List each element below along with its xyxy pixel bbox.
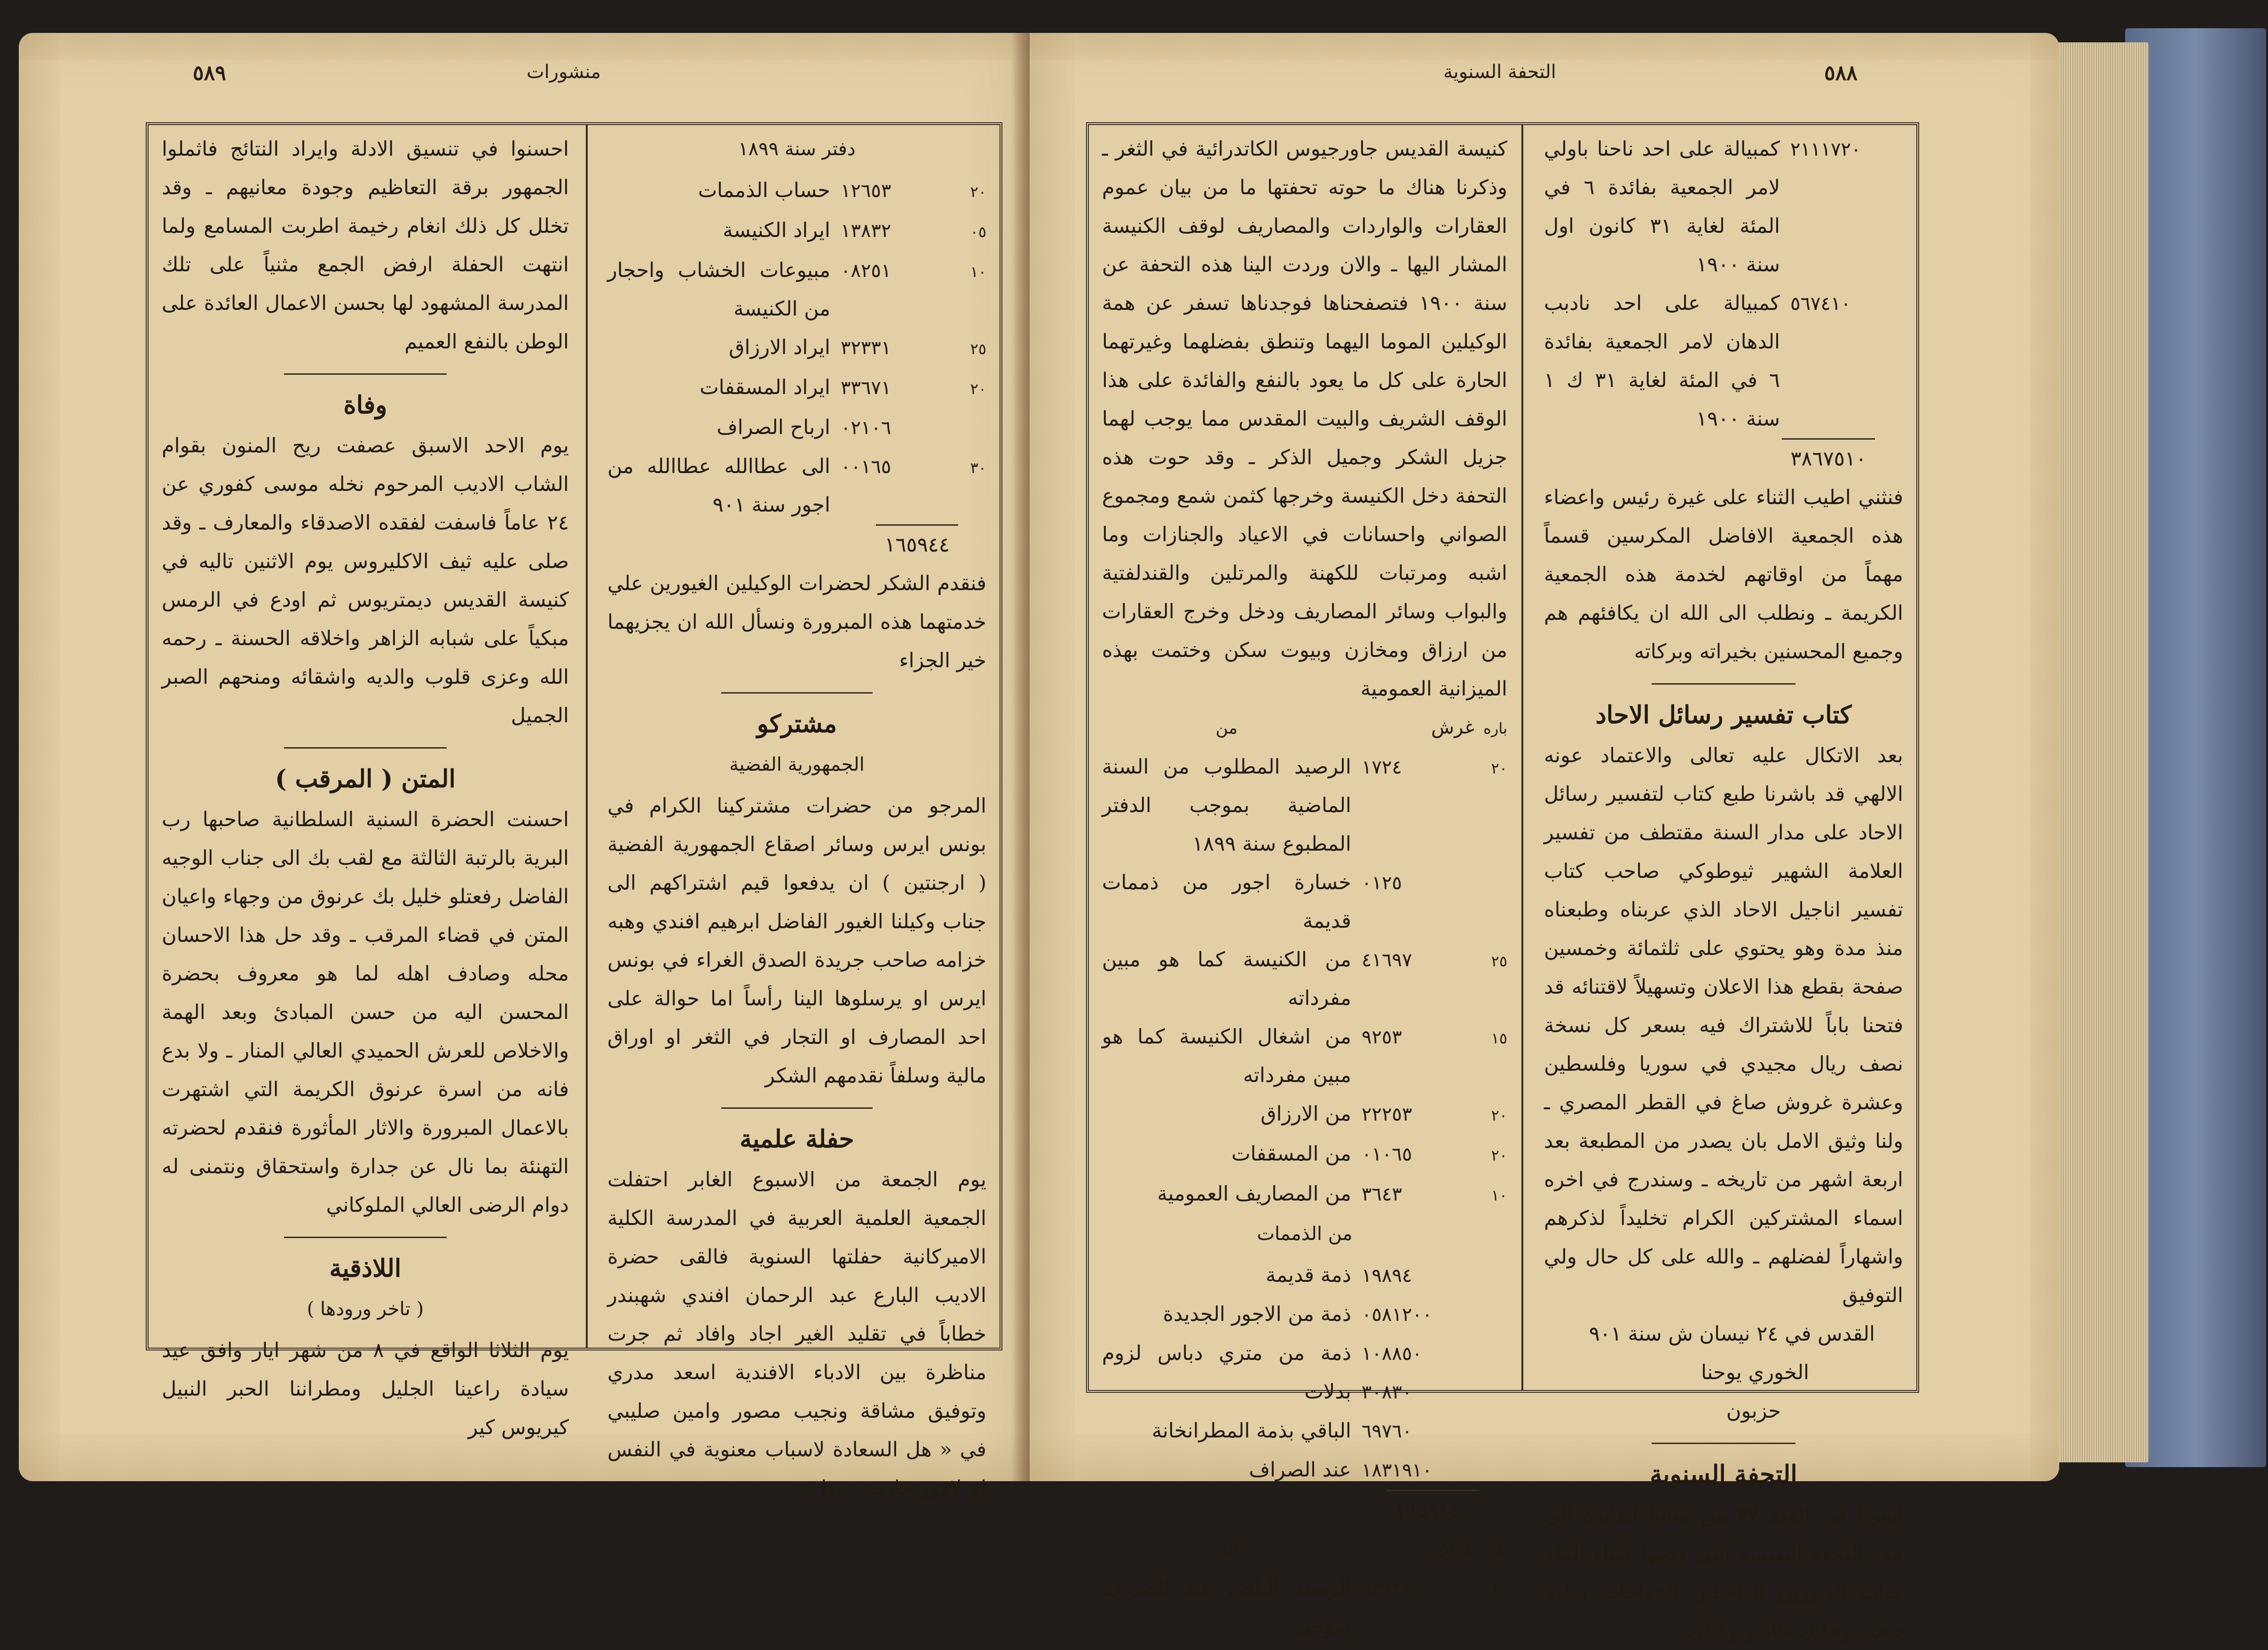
latakia-body: يوم الثلاثا الواقع في ٨ من شهر ايار وافق عيد سيادة راعينا الجليل ومطراننا الحبر النبيل كيريوس كير (162, 1339, 569, 1439)
book-place-date: القدس في ٢٤ نيسان ش سنة ٩٠١ (1589, 1322, 1875, 1346)
section-divider (721, 1107, 873, 1109)
section-divider (721, 692, 873, 694)
latakia-subtitle: ( تاخر ورودها ) (307, 1298, 424, 1320)
academic-title: حفلة علمية (740, 1125, 854, 1153)
book-signature-line2: حزبون (1726, 1399, 1781, 1423)
table-row: ٠٥٨١٢٠٠ ذمة من الاجور الجديدة (1163, 1303, 1433, 1326)
table-row: ٢٠ ٠١٠٦٥ من المسقفات (1231, 1142, 1507, 1166)
section-divider (284, 747, 447, 749)
obituary-body: يوم الاحد الاسبق عصفت ريح المنون بقوام الشاب الاديب المرحوم نخله موسى كفوري عن ٢٤ عاماً فاسفت لفقده الاصدقاء والمعارف ـ وقد صلى عليه ثيف الاكليروس يوم الاثنين تاليه في كنيسة القديس ديمتريوس ثم اودع في الرمس مبكياً على شبابه الزاهر واخلاقه الحسنة ـ رحمه الله وعزى قلوب والديه واشقائه ومنحهم الصبر الجميل (162, 434, 569, 727)
table-row: ٠٢١٠٦ ارباح الصراف (717, 416, 891, 439)
annual-gift-body: اشرنا في العدد ٣٧ من سنتنا الغابرة الى هذه التحفة النفيسة التي قدمها لابناء الملة جناب الغيورين الفاضلين الخواجات سليم صعب وخليل طاسو وكيلي (1544, 1503, 1903, 1642)
table-row: ٣٠ ٠٠١٦٥ الى عطاالله عطاالله من اجور سنة ٩٠١ (607, 455, 986, 517)
matn-title: المتن ( المرقب ) (275, 765, 456, 793)
table-row: ٠١٢٥ خسارة اجور من ذممات قديمة (1102, 871, 1402, 933)
table-row: ٠٥ ١٣٨٣٢ ايراد الكنيسة (723, 219, 986, 242)
book-body: بعد الاتكال عليه تعالى والاعتماد عونه الالهي قد باشرنا طبع كتاب لتفسير رسائل الاحاد على مدار السنة مقتطف من تفسير العلامة الشهير ثيوطوكي صاحب كتاب تفسير اناجيل الاحاد الذي عربناه وطبعناه منذ مدة وهو يحتوي على ثلثمائة وخمسين صفحة بقطع هذا الاعلان وتسهيلاً لاقتنائه قد فتحنا باباً للاشتراك فيه بسعر كل نسخة نصف ريال مجيدي في سوريا وفلسطين وعشرة غروش صاغ في القطر المصري ـ ولنا وثيق الامل بان يصدر من المطبعة بعد اربعة اشهر من تاريخه ـ وسندرج في اخره اسماء المشتركين الكرام تخليداً لذكرهم واشهاراً لفضلهم ـ والله على كل حال ولي التوفيق (1544, 744, 1903, 1307)
matn-body: احسنت الحضرة السنية السلطانية صاحبها رب البرية بالرتبة الثالثة مع لقب بك الى جناب الوجيه الفاضل رفعتلو خليل بك عرنوق من وجهاء واعيان المتن في قضاء المرقب ـ وقد حل هذا الاحسان محله وصادف اهله لما هو معروف بحضرة المحسن اليه من حسن المبادئ وبعد الهمة والاخلاص للعرش الحميدي العالي المنار ـ ولا بدع فانه من اسرة عرنوق الكريمة التي اشتهرت بالاعمال المبرورة والاثار المأثورة فنقدم لحضرته التهنئة بما نال عن جدارة واستحقاق ونتمنى له دوام الرضى العالي الملوكاني (162, 808, 569, 1217)
table-row: ١٠٨٨٥٠ ٣٠٨٣٠ ذمة من متري دباس لزوم بدلات (1102, 1342, 1422, 1404)
book-title: كتاب تفسير رسائل الاحاد (1595, 701, 1852, 729)
table-row: ٢٠ ٣٣٦٧١ ايراد المسقفات (700, 376, 986, 399)
column-divider (586, 125, 588, 1348)
subscribers-body: المرجو من حضرات مشتركينا الكرام في بونس ايرس وسائر اصقاع الجمهورية الفضية ( ارجنتين ) ان يدفعوا قيم اشتراكهم الى جناب وكيلنا الغيور الفاضل ابرهيم افندي وهبه خزامه صاحب جريدة الصدق الغراء في بونس ايرس او يرسلوها الينا رأساً اما حوالة على احد المصارف او التجار في الثغر او اوراق مالية وسلفاً نقدمهم الشكر (607, 794, 986, 1088)
section-divider (1652, 1443, 1796, 1444)
running-head: التحفة السنوية (1443, 61, 1556, 83)
table-row: ١٠ ٠٨٢٥١ مبيوعات الخشاب واحجار من الكنيسة (607, 259, 986, 321)
left-text-frame (146, 122, 1002, 1500)
table-row: ١٠ ٦٢٩٣٣ الرصيد الباقي عند الصراف بموجب (1102, 1577, 1507, 1639)
accounts-table (607, 171, 986, 564)
table-row: ١٥ ٩٢٥٣ من اشغال الكنيسة كما هو مبين مفرداته (1102, 1025, 1507, 1087)
praise-paragraph: فنثني اطيب الثناء على غيرة رئيس واعضاء هذه الجمعية الافاضل المكرسين قسماً مهماً من اوقاتهم لخدمة هذه الجمعية الكريمة ـ ونطلب الى الله ان يكافئهم هم وجميع المحسنين بخيراته وبركاته (1544, 486, 1903, 663)
table-row: ١٠ ٣٦٤٣ من المصاريف العمومية (1157, 1182, 1507, 1206)
table-header: باره غرش الى (1214, 1538, 1507, 1560)
running-head: منشورات (527, 61, 601, 83)
right-page (1030, 33, 2059, 1642)
table-row: ١٨٣١٩١٠ عند الصراف (1249, 1458, 1433, 1482)
table-row: ٢٥ ٤١٦٩٧ من الكنيسة كما هو مبين مفرداته (1102, 948, 1507, 1010)
page-number: ٥٨٨ (1824, 61, 1858, 85)
accounts-title: دفتر سنة ١٨٩٩ (738, 138, 856, 160)
academic-body: يوم الجمعة من الاسبوع الغابر احتفلت الجمعية العلمية العربية في المدرسة الكلية الاميركانية حفلتها السنوية فالقى حضرة الاديب البارع عبد الرحمان افندي شهبندر خطاباً في تقليد الغير اجاد وافاد ثم جرت مناظرة بين الادباء الافندية اسعد مدري وتوفيق مشاقة ونجيب مصور وامين صليبي في « هل السعادة لاسباب معنوية في النفس ام لامور خارجة عنها » (607, 1168, 986, 1500)
dhimmat-title: من الذممات (1257, 1223, 1353, 1245)
book-signature: الخوري يوحنا (1701, 1361, 1809, 1384)
right-page-column-left (1089, 125, 1520, 1639)
table-row: ٢٠ ١٧٢٤ الرصيد المطلوب من السنة الماضية بموجب الدفتر المطبوع سنة ١٨٩٩ (1102, 755, 1507, 856)
loan-row: ٥٦٧٤١٠ كمبيالة على احد نادبب الدهان لامر الجمعية بفائدة ٦ في المئة لغاية ٣١ ك ١ سنة ١٩٠٠ (1544, 292, 1851, 431)
right-text-frame (1086, 122, 1919, 1642)
table-header: باره غرش من (1215, 717, 1507, 738)
obituary-title: وفاة (343, 391, 387, 419)
section-divider (284, 1237, 447, 1238)
section-divider (284, 373, 447, 375)
accounts-total: ١٦٥٩٤٤ (607, 524, 986, 564)
loans-total: ٣٨٦٧٥١٠ (1544, 438, 1903, 478)
table-row: ١٩٨٩٤ ذمة قديمة (1266, 1263, 1412, 1287)
left-page-column-right (594, 125, 1000, 1500)
table-row: ٢٥ ٣٢٣٣١ ايراد الارزاق (729, 336, 986, 359)
column-divider (1521, 125, 1523, 1390)
left-page-column-left (149, 125, 582, 1439)
annual-gift-title: التحفة السنوية (1650, 1460, 1797, 1489)
subscribers-title: مشتركو (756, 710, 837, 738)
accounts-note: فنقدم الشكر لحضرات الوكيلين الغيورين علي خدمتهما هذه المبرورة ونسأل الله ان يجزيهما خير الجزاء (607, 572, 986, 672)
latakia-title: اللاذقية (329, 1254, 402, 1283)
table-row: ٢٠ ٢٢٢٥٣ من الارزاق (1260, 1102, 1507, 1126)
left-page (19, 33, 1030, 1500)
page-number: ٥٨٩ (193, 61, 226, 85)
table-row: ٢٠ ١٢٦٥٣ حساب الذممات (698, 179, 986, 202)
academic-continuation: احسنوا في تنسيق الادلة وايراد النتائج فاثملوا الجمهور برقة التعاظيم وجودة معانيهم ـ وقد تخلل كل ذلك انغام رخيمة اطربت المسامع ولما انتهت الحفلة ارفض الجمع مثنياً على تلك المدرسة المشهود لها بحسن الاعمال العائدة على الوطن بالنفع العميم (162, 137, 569, 354)
section-divider (1652, 683, 1796, 685)
page-fore-edge (2050, 42, 2149, 1462)
subscribers-subtitle: الجمهورية الفضية (729, 754, 865, 775)
church-account-total: ١٦٥٩٤٤٠ (1102, 1490, 1507, 1530)
table-row: ٦٩٧٦٠ الباقي بذمة المطرانخانة (1151, 1419, 1412, 1443)
loan-row: ٢١١١٧٢٠ كمبيالة على احد ناحنا باولي لامر الجمعية بفائدة ٦ في المئة لغاية ٣١ كانون اول سنة ١٩٠٠ (1544, 137, 1861, 276)
church-account-intro: كنيسة القديس جاورجيوس الكاتدرائية في الثغر ـ وذكرنا هناك ما حوته تحفتها ما من بيان عموم العقارات والواردات والمصاريف لوقف الكنيسة المشار اليها ـ والان وردت الينا هذه التحفة عن سنة ١٩٠٠ فتصفحناها فوجدناها تسفر عن همة الوكيلين الموما اليهما وتنطق بفضلهما وغيرتهما الحارة على كل ما يعود بالنفع والفائدة على هذا الوقف الشريف والبيت المقدس مما يوجب لهما جزيل الشكر وجميل الذكر ـ وقد حوت هذه التحفة دخل الكنيسة وخرجها كثمن شمع ومجموع الصواني واحسانات في الاعياد والجنازات وما اشبه ومرتبات للكهنة والمرتلين والقندلفتية والبواب وسائر المصاريف ودخل وخرج العقارات من ارزاق ومخازن وبيوت سكن وختمت بهذه الميزانية العمومية (1102, 137, 1507, 701)
right-page-column-right (1531, 125, 1916, 1642)
